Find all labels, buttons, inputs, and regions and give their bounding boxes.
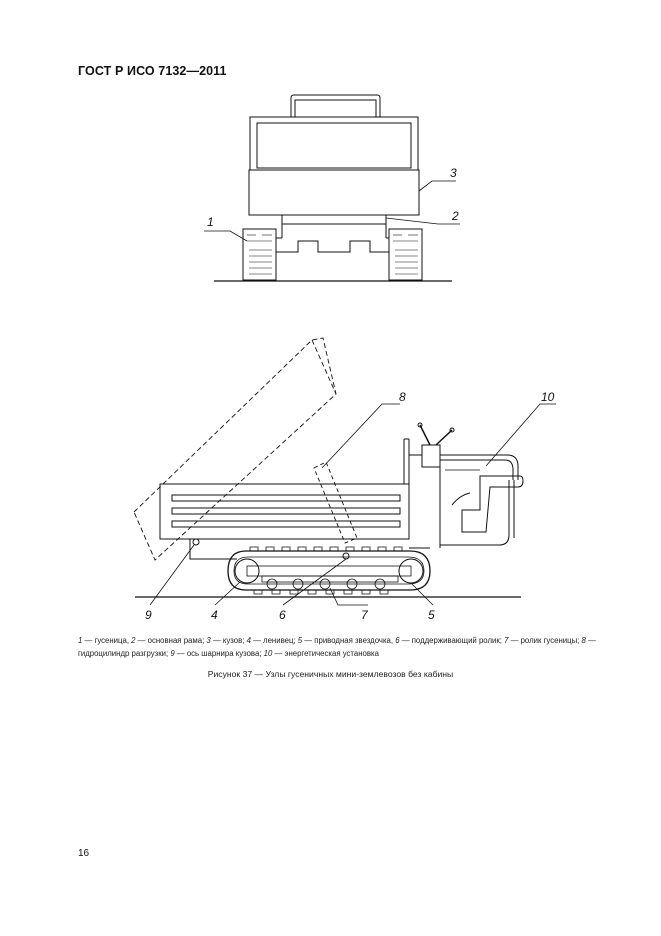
callout-5: 5 [428, 608, 435, 622]
callout-3: 3 [450, 166, 457, 180]
legend-item: 10 — энергетическая установка [263, 649, 379, 658]
legend-item: 4 — ленивец; [246, 636, 298, 645]
legend-item: 5 — приводная звездочка, [297, 636, 396, 645]
legend-item: 2 — основная рама; [131, 636, 207, 645]
callout-4: 4 [211, 608, 218, 622]
legend-item: 8 — гидроцилиндр разгрузки; [78, 636, 596, 658]
callout-9: 9 [145, 608, 152, 622]
page-number: 16 [78, 848, 90, 859]
callout-10: 10 [541, 390, 555, 404]
callout-6: 6 [279, 608, 286, 622]
legend-item: 1 — гусеница, [78, 636, 132, 645]
side-view [134, 338, 556, 622]
legend-item: 9 — ось шарнира кузова; [170, 649, 264, 658]
callout-7: 7 [361, 608, 368, 622]
legend-item: 7 — ролик гусеницы; [504, 636, 582, 645]
callout-1-front: 1 [207, 215, 214, 229]
document-header: ГОСТ Р ИСО 7132—2011 [78, 64, 227, 78]
legend-item: 3 — кузов; [206, 636, 247, 645]
callout-2: 2 [452, 209, 459, 223]
figure-caption: Рисунок 37 — Узлы гусеничных мини-землевозов без кабины [207, 669, 454, 679]
callout-8: 8 [399, 390, 406, 404]
front-view [204, 95, 460, 281]
figure-legend [78, 634, 598, 660]
legend-item: 6 — поддерживающий ролик; [395, 636, 505, 645]
